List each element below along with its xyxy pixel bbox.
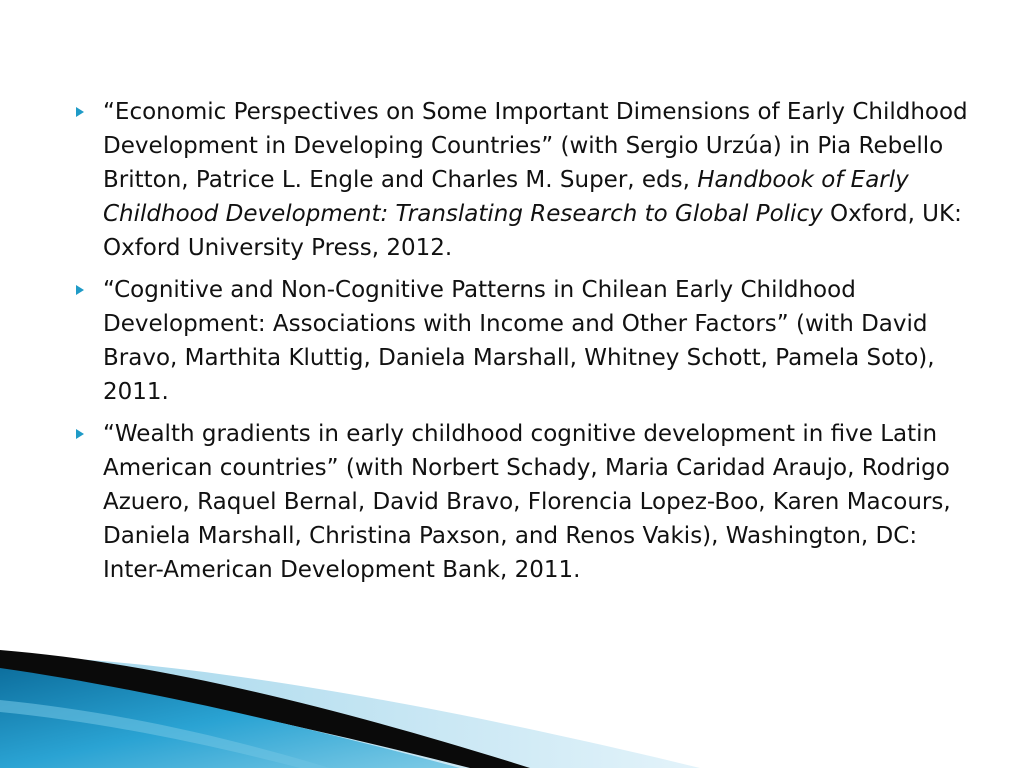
reference-text: “Cognitive and Non-Cognitive Patterns in Chilean Early Childhood Development: Associations with Income and Other Factors” (with David Bravo, Marthita Kluttig, Daniela Marshall, Whitney Schott, Pamela Soto), 2011. [103,277,935,405]
list-item [70,95,970,265]
list-item [70,273,970,409]
list-item [70,417,970,587]
reference-text: “Economic Perspectives on Some Important Dimensions of Early Childhood Development in Developing Countries” (with Sergio Urzúa) in Pia Rebello Britton, Patrice L. Engle and Charles M. Super, eds, [103,99,968,193]
triangle-bullet-icon [76,107,84,117]
reference-book-title: Handbook of Early Childhood Development: Translating Research to Global Policy [103,167,909,227]
triangle-bullet-icon [76,429,84,439]
bullet-list [70,95,970,595]
reference-text: “Wealth gradients in early childhood cognitive development in five Latin American countries” (with Norbert Schady, Maria Caridad Araujo, Rodrigo Azuero, Raquel Bernal, David Bravo, Florencia Lopez-Boo, Karen Macours, Daniela Marshall, Christina Paxson, and Renos Vakis), Washington, DC: Inter-American Development Bank, 2011. [103,421,951,583]
reference-publisher: Oxford, UK: Oxford University Press, 2012. [103,201,962,261]
triangle-bullet-icon [76,285,84,295]
